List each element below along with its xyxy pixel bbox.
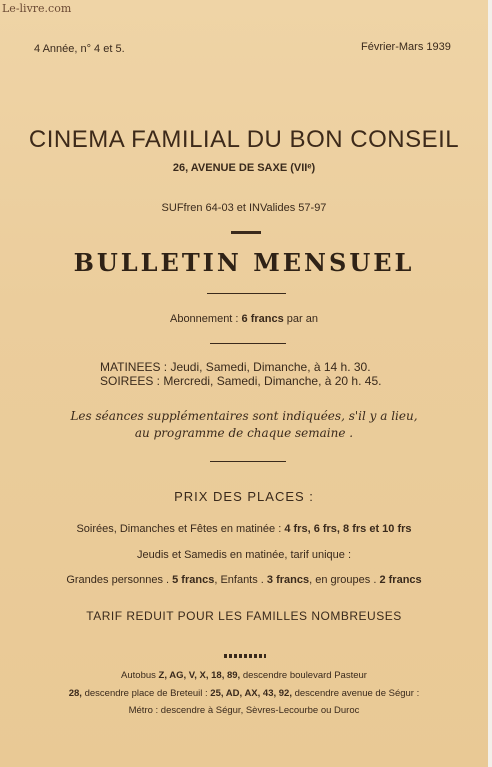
- prices-thursday-saturday: Jeudis et Samedis en matinée, tarif unique :: [136, 549, 351, 561]
- bus-lines-2: 25, AD, AX, 43, 92,: [210, 688, 292, 699]
- subscription-suffix: par an: [283, 313, 318, 325]
- divider: [210, 343, 286, 344]
- bulletin-title: BULLETIN MENSUEL: [73, 248, 415, 277]
- matinees-schedule: MATINEES : Jeudi, Samedi, Dimanche, à 14 h. 30.: [100, 360, 371, 374]
- bus-label: Autobus: [121, 670, 159, 681]
- issue-date: Février-Mars 1939: [361, 41, 451, 53]
- divider: [207, 293, 286, 294]
- note-line-1: Les séances supplémentaires sont indiquées, s'il y a lieu,: [70, 409, 418, 423]
- prices-categories: [0, 574, 488, 586]
- divider: [210, 461, 286, 462]
- issue-number: 4 Année, n° 4 et 5.: [34, 43, 125, 55]
- subscription-prefix: Abonnement :: [169, 313, 242, 325]
- prices-evenings: [0, 523, 488, 535]
- bus-lines-1: Z, AG, V, X, 18, 89,: [158, 670, 241, 681]
- prices-evenings-label: Soirées, Dimanches et Fêtes en matinée :: [76, 523, 285, 535]
- extra-sessions-note: [0, 408, 488, 442]
- transport-metro: Métro : descendre à Ségur, Sèvres-Lecourbe ou Duroc: [128, 705, 360, 716]
- watermark: Le-livre.com: [2, 2, 72, 15]
- bus-stop-2: descendre place de Breteuil :: [81, 688, 211, 699]
- soirees-schedule: SOIREES : Mercredi, Samedi, Dimanche, à 20 h. 45.: [100, 374, 382, 388]
- bus-stop-3: descendre avenue de Ségur :: [291, 688, 420, 699]
- children-price: 3 francs: [266, 574, 310, 586]
- bus-stop-1: descendre boulevard Pasteur: [240, 670, 367, 681]
- ornament-divider: [224, 654, 266, 658]
- adults-price: 5 francs: [172, 574, 215, 586]
- subscription-price: 6 francs: [241, 313, 284, 325]
- divider-bold: [231, 231, 261, 234]
- page-edge: [488, 0, 492, 767]
- groups-label: , en groupes .: [309, 574, 380, 586]
- prices-title: PRIX DES PLACES :: [174, 489, 314, 504]
- reduced-rate-notice: TARIF REDUIT POUR LES FAMILLES NOMBREUSES: [86, 609, 402, 623]
- bus-line-28: 28,: [68, 688, 82, 699]
- cinema-name: CINEMA FAMILIAL DU BON CONSEIL: [28, 126, 460, 153]
- prices-evenings-values: 4 frs, 6 frs, 8 frs et 10 frs: [284, 523, 412, 535]
- cinema-address: 26, AVENUE DE SAXE (VIIᵉ): [172, 162, 316, 174]
- adults-label: Grandes personnes .: [66, 574, 173, 586]
- cinema-phone: SUFfren 64-03 et INValides 57-97: [161, 202, 327, 214]
- transport-bus-line-1: [0, 670, 488, 681]
- note-line-2: au programme de chaque semaine .: [134, 426, 354, 440]
- subscription-line: [0, 313, 488, 325]
- groups-price: 2 francs: [379, 574, 422, 586]
- children-label: , Enfants .: [214, 574, 267, 586]
- transport-bus-line-2: [0, 688, 488, 699]
